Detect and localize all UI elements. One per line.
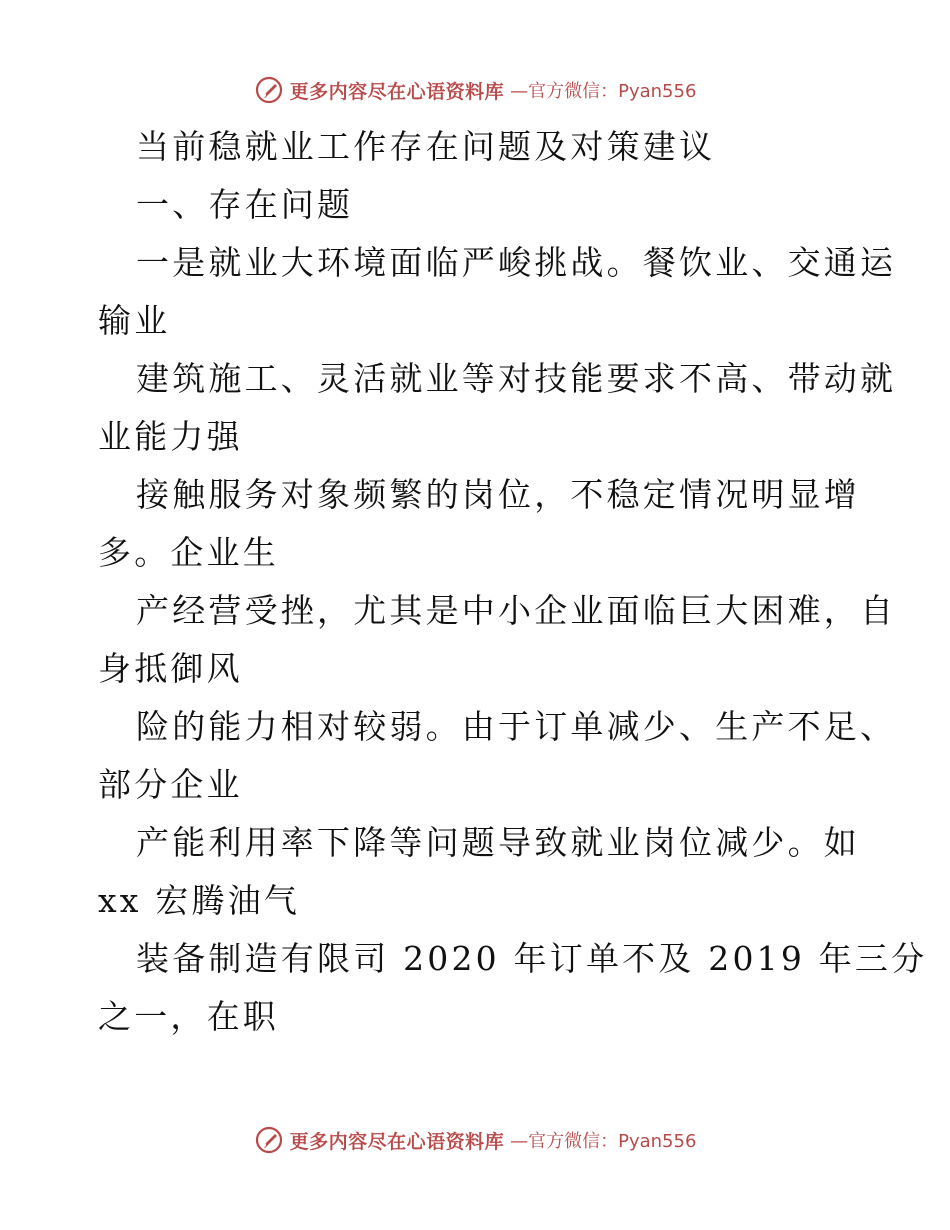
body-line: 多。企业生 — [98, 533, 279, 572]
body-line: 接触服务对象频繁的岗位，不稳定情况明显增 — [136, 475, 860, 514]
body-line: 一是就业大环境面临严峻挑战。餐饮业、交通运 — [136, 243, 897, 282]
watermark-official: —官方微信：Pyan556 — [510, 1131, 697, 1152]
body-line: xx 宏腾油气 — [98, 881, 301, 920]
body-line: 建筑施工、灵活就业等对技能要求不高、带动就 — [136, 359, 897, 398]
watermark-brand: 更多内容尽在心语资料库 — [289, 1130, 505, 1153]
header-watermark — [0, 70, 950, 110]
body-line: 产能利用率下降等问题导致就业岗位减少。如 — [136, 823, 860, 862]
quill-seal-icon — [254, 1125, 284, 1155]
body-line: 装备制造有限司 2020 年订单不及 2019 年三分 — [136, 939, 928, 978]
footer-watermark — [0, 1120, 950, 1160]
body-line: 身抵御风 — [98, 649, 243, 688]
watermark-official: —官方微信：Pyan556 — [510, 81, 697, 102]
document-title: 当前稳就业工作存在问题及对策建议 — [136, 127, 716, 166]
body-line: 之一，在职 — [98, 997, 279, 1036]
document-body — [98, 118, 928, 1046]
body-line: 部分企业 — [98, 765, 243, 804]
body-line: 业能力强 — [98, 417, 243, 456]
body-line: 险的能力相对较弱。由于订单减少、生产不足、 — [136, 707, 897, 746]
watermark-brand: 更多内容尽在心语资料库 — [289, 80, 505, 103]
quill-seal-icon — [254, 75, 284, 105]
section-heading: 一、存在问题 — [136, 185, 354, 224]
body-line: 输业 — [98, 301, 171, 340]
body-line: 产经营受挫，尤其是中小企业面临巨大困难，自 — [136, 591, 897, 630]
